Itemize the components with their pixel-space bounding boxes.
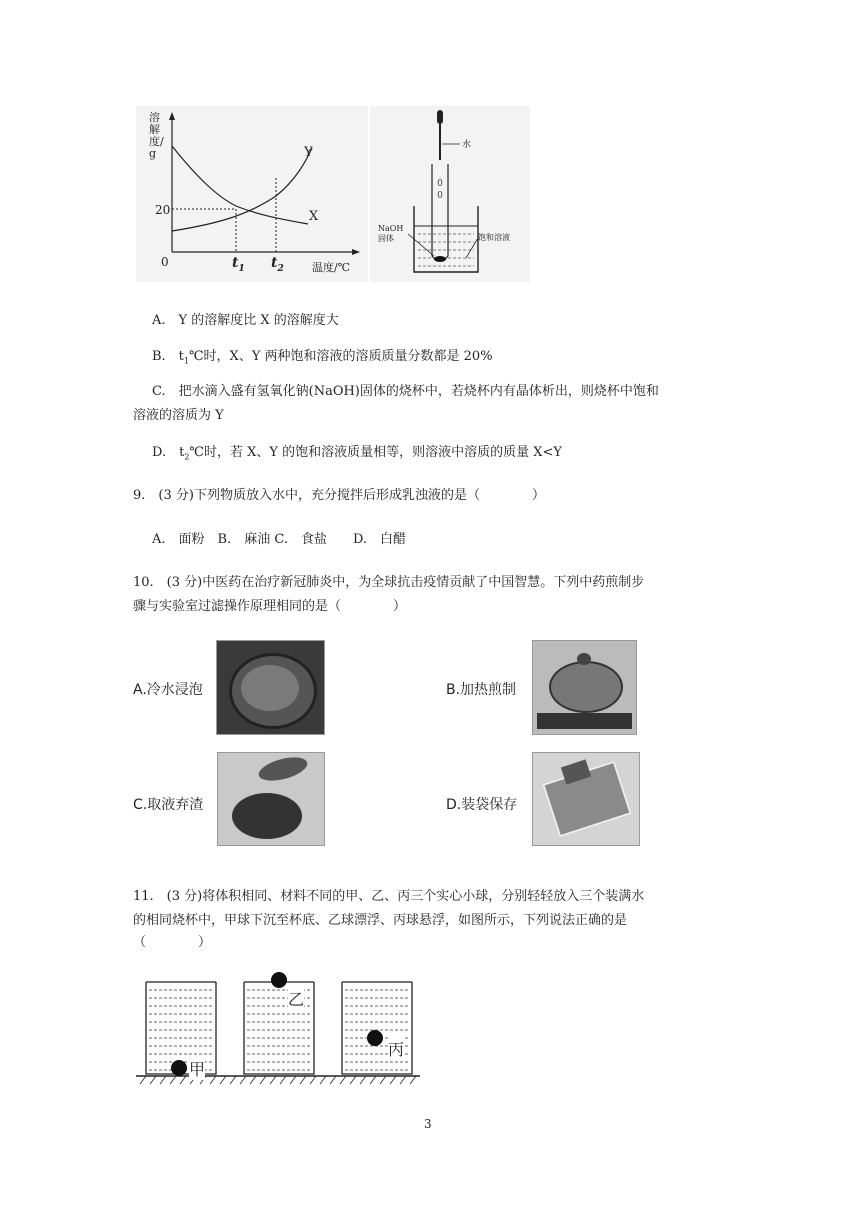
graph-t2: $t_2$ bbox=[271, 255, 284, 274]
q8-option-b: B. $t_1℃$时，X、Y 两种饱和溶液的溶质质量分数都是 20% bbox=[152, 349, 493, 366]
q8-option-c-line1: C. 把水滴入盛有氢氧化钠(NaOH)固体的烧杯中，若烧杯内有晶体析出，则烧杯中饱和 bbox=[152, 384, 659, 399]
q10-option-b-photo bbox=[532, 640, 637, 735]
q10-option-d-photo bbox=[532, 752, 640, 846]
q10-option-d-label: D.装袋保存 bbox=[446, 797, 518, 813]
q10-stem-line2: 骤与实验室过滤操作原理相同的是（ ） bbox=[133, 599, 407, 614]
q10-option-b-label: B.加热煎制 bbox=[446, 682, 517, 698]
page-number: 3 bbox=[424, 1117, 432, 1131]
q11-stem-line2: 的相同烧杯中，甲球下沉至杯底、乙球漂浮、丙球悬浮，如图所示，下列说法正确的是 bbox=[133, 913, 628, 928]
naoh-label: NaOH 固体 bbox=[378, 224, 404, 243]
beaker-diagram bbox=[370, 106, 530, 282]
svg-text:0: 0 bbox=[437, 179, 443, 189]
q9-options: A. 面粉 B. 麻油 C. 食盐 D. 白醋 bbox=[152, 532, 407, 547]
q11-stem-line3: （ ） bbox=[133, 935, 212, 950]
q10-option-a-label: A.冷水浸泡 bbox=[133, 682, 203, 698]
ball-yi-label: 乙 bbox=[288, 987, 304, 1010]
q10-option-c-photo bbox=[217, 752, 325, 846]
q8-option-d: D. $t_2℃$时，若 X、Y 的饱和溶液质量相等，则溶液中溶质的质量 X<Y bbox=[152, 445, 562, 462]
q8-option-c-line2: 溶液的溶质为 Y bbox=[133, 408, 224, 423]
ball-jia-label: 甲 bbox=[189, 1057, 205, 1080]
ball-bing-label: 丙 bbox=[388, 1037, 404, 1060]
q10-option-a-photo bbox=[216, 640, 325, 735]
solubility-graph bbox=[136, 106, 368, 282]
q9-stem: 9. (3 分)下列物质放入水中，充分搅拌后形成乳浊液的是（ ） bbox=[133, 488, 545, 503]
graph-y-tick-20: 20 bbox=[155, 203, 171, 217]
curve-y-label: Y bbox=[304, 145, 313, 160]
graph-origin: 0 bbox=[161, 255, 169, 269]
curve-x-label: X bbox=[309, 209, 319, 224]
three-beakers-diagram bbox=[132, 968, 424, 1088]
svg-text:0: 0 bbox=[437, 191, 443, 201]
solution-label: 饱和溶液 bbox=[478, 233, 510, 242]
q8-option-a: A. Y 的溶解度比 X 的溶解度大 bbox=[152, 313, 339, 328]
graph-t1: $t_1$ bbox=[232, 255, 245, 274]
q10-stem-line1: 10. (3 分)中医药在治疗新冠肺炎中，为全球抗击疫情贡献了中国智慧。下列中药煎制步 bbox=[133, 575, 645, 590]
graph-xlabel: 温度/℃ bbox=[312, 261, 351, 274]
q11-stem-line1: 11. (3 分)将体积相同、材料不同的甲、乙、丙三个实心小球，分别轻轻放入三个装满水 bbox=[133, 889, 645, 904]
q10-option-c-label: C.取液弃渣 bbox=[133, 797, 204, 813]
graph-ylabel: 溶解度/g bbox=[149, 111, 164, 160]
water-label: 水 bbox=[462, 140, 472, 150]
